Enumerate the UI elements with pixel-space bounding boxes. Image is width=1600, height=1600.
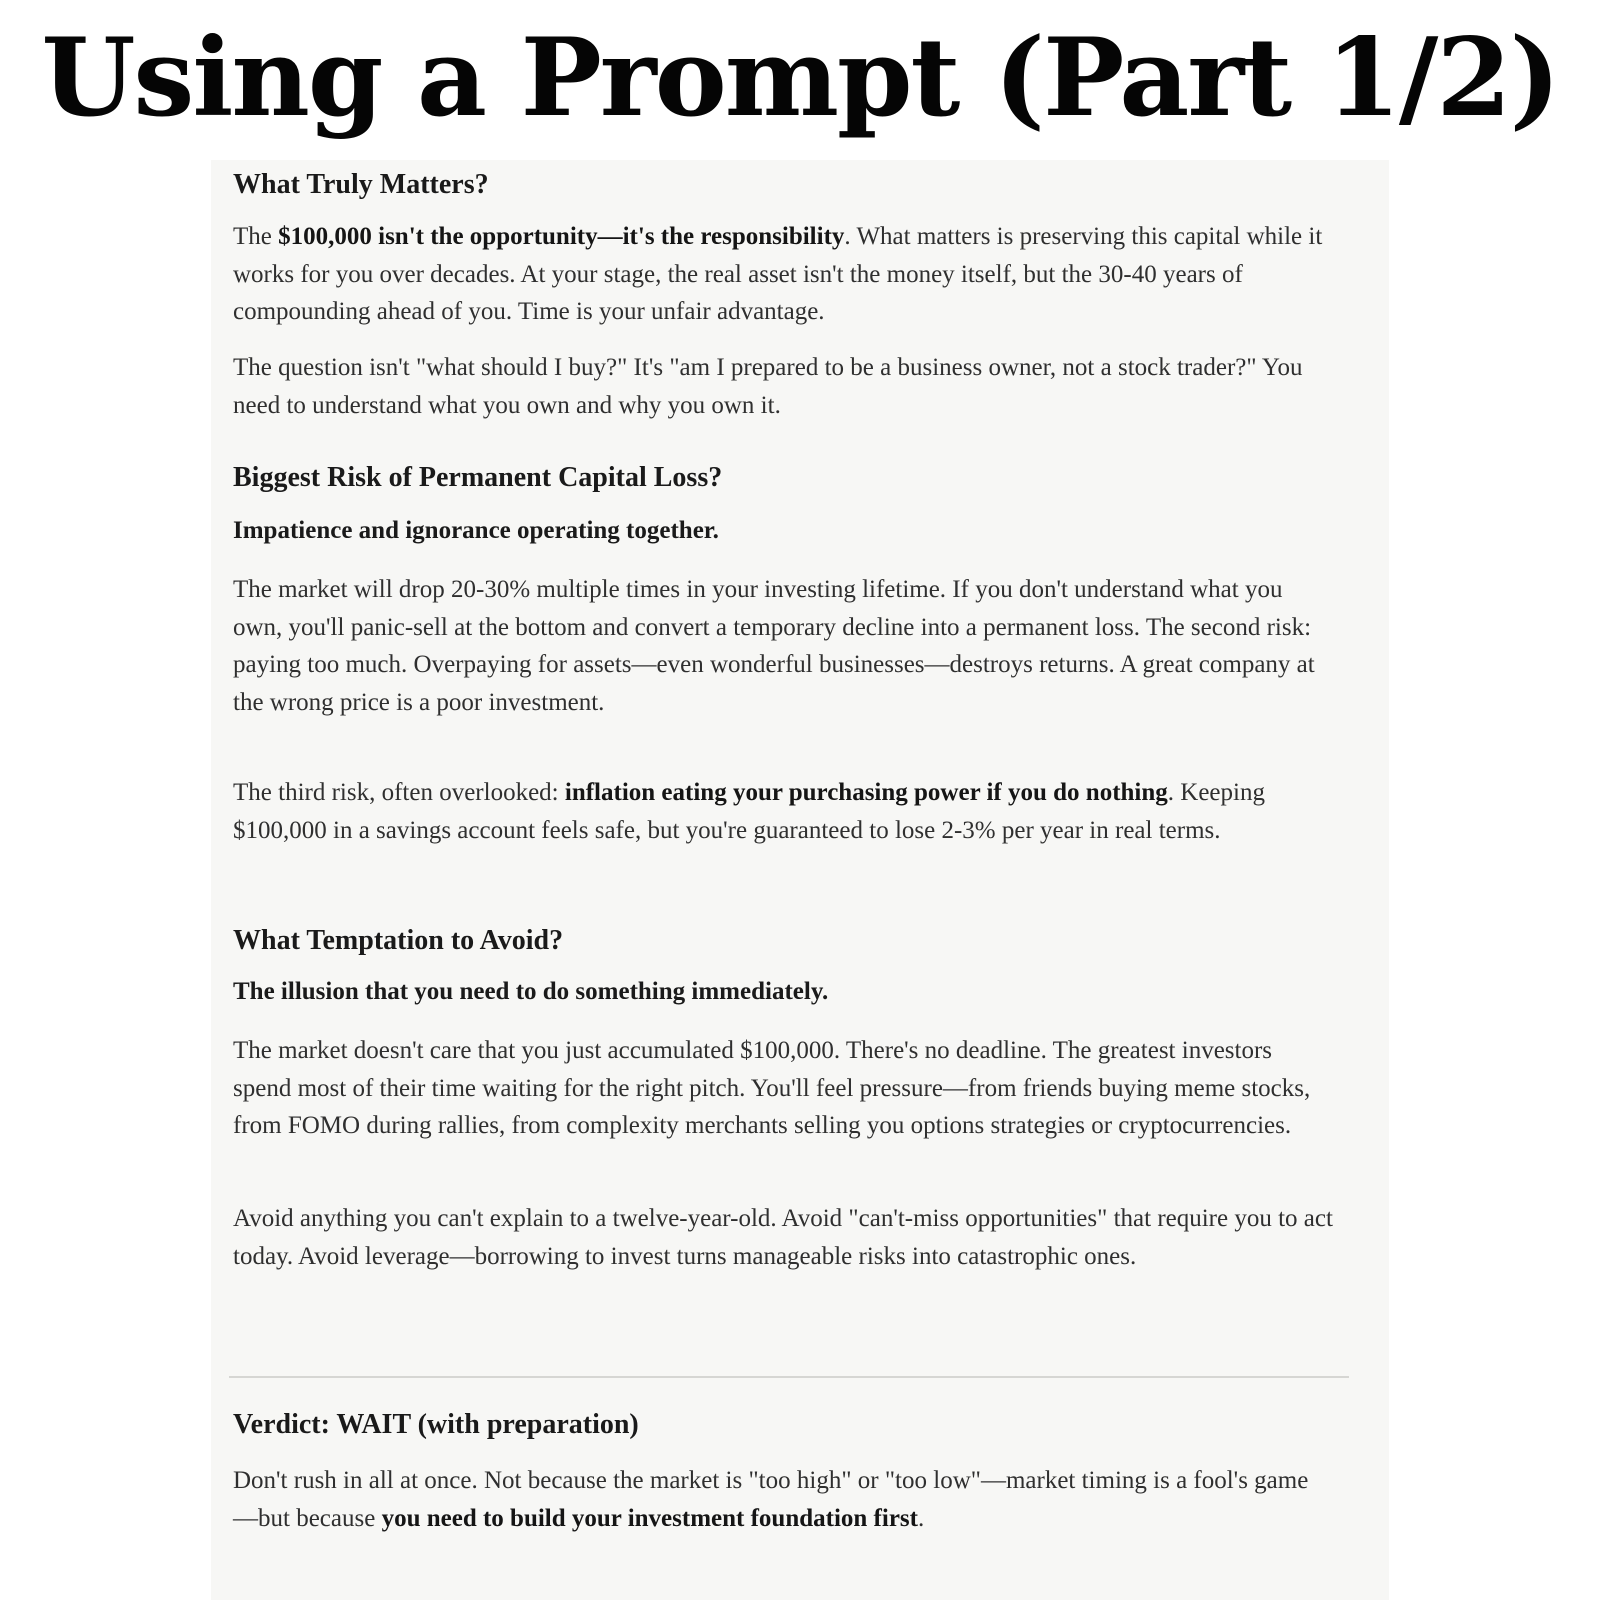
bold-text-run: you need to build your investment foundation first: [381, 1504, 918, 1532]
paragraph-truly-matters-2: The question isn't "what should I buy?" It's "am I prepared to be a business owner, not a stock trader?" You need to understand what you own and why you own it.: [233, 354, 1303, 419]
response-panel: [211, 160, 1389, 1600]
section-heading-verdict: Verdict: WAIT (with preparation): [233, 1409, 639, 1440]
bold-text-run: inflation eating your purchasing power if you do nothing: [564, 779, 1168, 806]
text-run: The: [233, 223, 279, 250]
section-heading-temptation: What Temptation to Avoid?: [233, 925, 564, 956]
text-run: . What matters is preserving this capital while it works for you over decades. At your stage, the real asset isn't the money itself, but the 30-40 years of compounding ahead of you. Time is your unfair advantage.: [233, 223, 1323, 325]
paragraph-biggest-risk-1: The market will drop 20-30% multiple times in your investing lifetime. If you don't understand what you own, you'll panic-sell at the bottom and convert a temporary decline into a permanent loss. The second risk: paying too much. Overpaying for assets—even wonderful businesses—destroys returns. A great company at the wrong price is a poor investment.: [233, 576, 1315, 716]
lead-biggest-risk: Impatience and ignorance operating together.: [233, 517, 719, 544]
paragraph-biggest-risk-2: [233, 774, 1333, 849]
text-run: . Keeping $100,000 in a savings account feels safe, but you're guaranteed to lose 2-3% per year in real terms.: [233, 779, 1265, 844]
section-heading-biggest-risk: Biggest Risk of Permanent Capital Loss?: [233, 462, 723, 493]
paragraph-verdict-1: [233, 1462, 1333, 1537]
paragraph-temptation-1: The market doesn't care that you just accumulated $100,000. There's no deadline. The greatest investors spend most of their time waiting for the right pitch. You'll feel pressure—from friends buying meme stocks, from FOMO during rallies, from complexity merchants selling you options strategies or cryptocurrencies.: [233, 1037, 1311, 1139]
text-run: Don't rush in all at once. Not because the market is "too high" or "too low"—market timing is a fool's game—but because: [233, 1467, 1309, 1532]
paragraph-temptation-2: Avoid anything you can't explain to a twelve-year-old. Avoid "can't-miss opportunities" that require you to act today. Avoid leverage—borrowing to invest turns manageable risks into catastrophic ones.: [233, 1205, 1333, 1270]
text-run: The third risk, often overlooked:: [233, 779, 565, 806]
text-run: .: [917, 1504, 925, 1532]
lead-temptation: The illusion that you need to do something immediately.: [233, 978, 829, 1005]
paragraph-truly-matters-1: [233, 218, 1333, 331]
banner-title: Using a Prompt (Part 1/2): [41, 15, 1559, 141]
section-divider: [229, 1376, 1349, 1378]
bold-text-run: $100,000 isn't the opportunity—it's the responsibility: [278, 223, 845, 250]
section-heading-truly-matters: What Truly Matters?: [233, 169, 489, 200]
